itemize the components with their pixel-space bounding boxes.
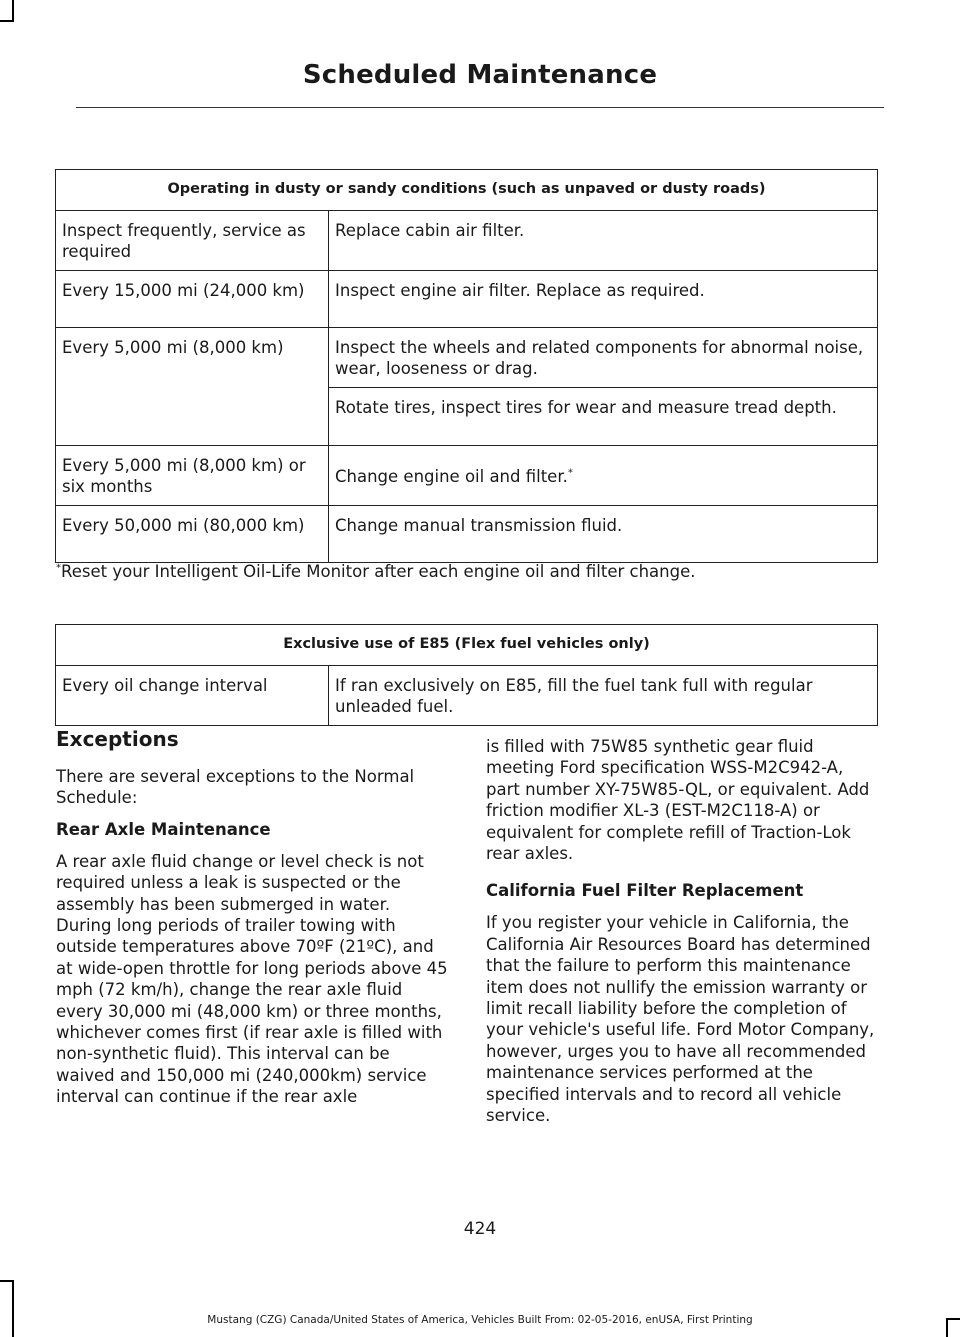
interval-text: Every 15,000 mi (24,000 km) [62, 281, 305, 300]
header-divider [76, 107, 884, 108]
california-text: If you register your vehicle in California, the California Air Resources Board has determined that the failure to perform this maintenance item does not nullify the emission warranty or limit recall liability before the completion of your vehicle's useful life. Ford Motor Company, however, urges you to have all recommended maintenance services performed at the specified intervals and to record all vehicle service. [486, 913, 875, 1126]
exceptions-heading: Exceptions [56, 727, 179, 751]
table-heading: Operating in dusty or sandy conditions (such as unpaved or dusty roads) [56, 170, 878, 211]
table-row [56, 666, 878, 726]
action-cell: Replace cabin air filter. [329, 211, 878, 271]
rear-axle-continued: is filled with 75W85 synthetic gear fluid meeting Ford specification WSS-M2C942-A, part number XY-75W85-QL, or equivalent. Add friction modifier XL-3 (EST-M2C118-A) or equivalent for complete refill of Traction-Lok rear axles. [486, 737, 870, 864]
action-cell: Rotate tires, inspect tires for wear and measure tread depth. [329, 388, 878, 446]
action-cell [329, 446, 878, 506]
interval-cell [56, 271, 329, 328]
table-row [56, 446, 878, 506]
table-row [56, 506, 878, 563]
table-row [56, 271, 878, 328]
dusty-conditions-table [55, 169, 878, 563]
interval-cell: Every 5,000 mi (8,000 km) [56, 328, 329, 446]
footnote-mark: * [56, 562, 61, 574]
rear-axle-text: A rear axle fluid change or level check is not required unless a leak is suspected or the assembly has been submerged in water. During long periods of trailer towing with outside temperatures above 70ºF (21ºC), and at wide-open throttle for long periods above 45 mph (72 km/h), change the rear axle fluid every 30,000 mi (48,000 km) or three months, whichever comes first (if rear axle is filled with non-synthetic fluid). This interval can be waived and 150,000 mi (240,000km) service interval can continue if the rear axle [56, 851, 448, 1107]
footnote-mark: * [567, 467, 573, 478]
crop-mark [12, 0, 14, 22]
left-column [56, 726, 448, 1118]
page-footer: Mustang (CZG) Canada/United States of America, Vehicles Built From: 02-05-2016, enUSA, First Printing [207, 1314, 753, 1326]
action-text: Change engine oil and filter. [335, 466, 568, 486]
interval-cell: Every 50,000 mi (80,000 km) [56, 506, 329, 563]
table-header-row [56, 170, 878, 211]
crop-mark [0, 20, 14, 22]
interval-cell: Inspect frequently, service as required [56, 211, 329, 271]
table-heading: Exclusive use of E85 (Flex fuel vehicles only) [56, 625, 878, 666]
action-cell: If ran exclusively on E85, fill the fuel tank full with regular unleaded fuel. [329, 666, 878, 726]
action-cell: Inspect engine air filter. Replace as required. [329, 271, 878, 328]
action-cell: Change manual transmission fluid. [329, 506, 878, 563]
exceptions-intro: There are several exceptions to the Normal Schedule: [56, 767, 415, 808]
action-cell: Inspect the wheels and related components for abnormal noise, wear, looseness or drag. [329, 328, 878, 388]
table-row [56, 328, 878, 388]
page-title: Scheduled Maintenance [302, 60, 658, 90]
table-header-row [56, 625, 878, 666]
interval-cell: Every oil change interval [56, 666, 329, 726]
right-column [486, 736, 878, 1137]
rear-axle-heading: Rear Axle Maintenance [56, 819, 271, 839]
california-heading: California Fuel Filter Replacement [486, 881, 804, 901]
footnote [56, 561, 695, 583]
table-row [56, 211, 878, 271]
crop-mark [12, 1280, 14, 1337]
interval-cell: Every 5,000 mi (8,000 km) or six months [56, 446, 329, 506]
page-number: 424 [463, 1219, 497, 1239]
crop-mark [0, 1280, 14, 1282]
e85-table [55, 624, 878, 726]
footnote-text: Reset your Intelligent Oil-Life Monitor after each engine oil and filter change. [61, 562, 696, 581]
